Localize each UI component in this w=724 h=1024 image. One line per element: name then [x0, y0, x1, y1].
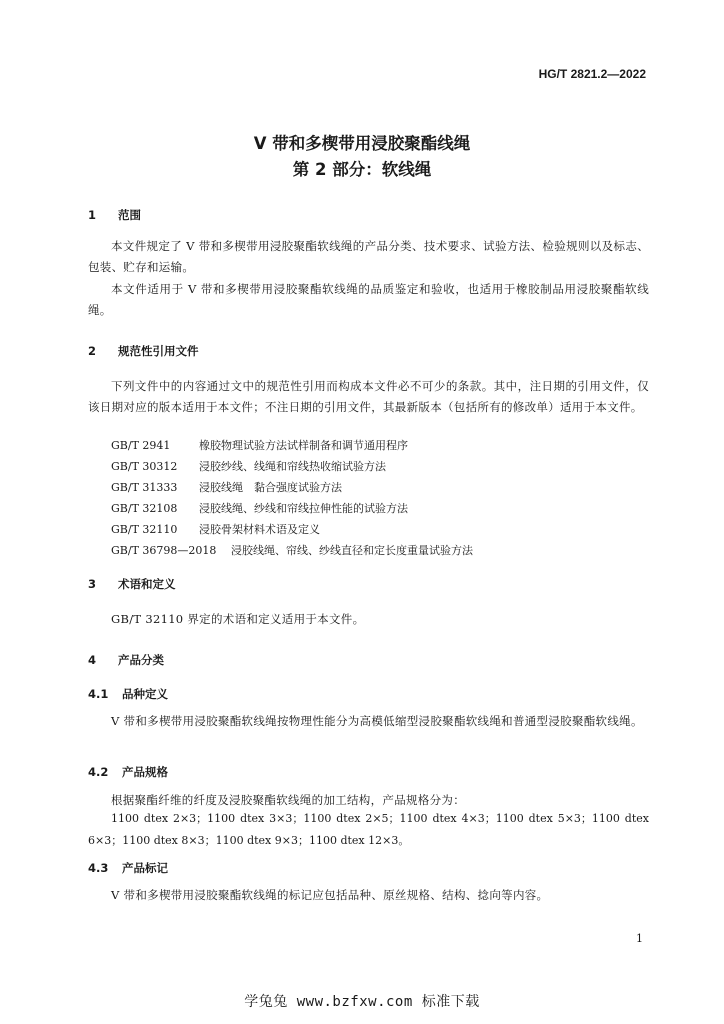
normative-references-intro: 下列文件中的内容通过文中的规范性引用而构成本文件必不可少的条款。其中，注日期的引用文件，仅该日期对应的版本适用于本文件；不注日期的引用文件，其最新版本（包括所有的修改单）适用于本文件。: [88, 379, 649, 414]
scope-paragraph-1: 本文件规定了 V 带和多楔带用浸胶聚酯软线绳的产品分类、技术要求、试验方法、检验规则以及标志、包装、贮存和运输。: [88, 239, 649, 274]
reference-item: [111, 501, 408, 517]
section-3-heading: [88, 576, 176, 592]
section-number: 4.2: [88, 765, 109, 779]
reference-title: 浸胶骨架材料术语及定义: [199, 523, 320, 536]
reference-item: [111, 438, 408, 454]
scope-paragraph-2: 本文件适用于 V 带和多楔带用浸胶聚酯软线绳的品质鉴定和验收，也适用于橡胶制品用浸胶聚酯软线绳。: [88, 282, 649, 317]
reference-title: 浸胶线绳、帘线、纱线直径和定长度重量试验方法: [231, 544, 473, 557]
section-number: 4.3: [88, 861, 109, 875]
subsection-4-2-heading: [88, 764, 168, 780]
section-number: 4: [88, 653, 97, 667]
reference-item: [111, 480, 342, 496]
reference-code: GB/T 32108: [111, 502, 178, 515]
reference-item: [111, 522, 320, 538]
section-title: 产品分类: [118, 653, 164, 667]
reference-code: GB/T 32110: [111, 523, 178, 536]
subsection-4-1-heading: [88, 686, 168, 702]
section-title: 术语和定义: [118, 577, 176, 591]
variety-definition-paragraph: V 带和多楔带用浸胶聚酯软线绳按物理性能分为高模低缩型浸胶聚酯软线绳和普通型浸胶聚酯软线绳。: [111, 714, 643, 728]
reference-title: 浸胶纱线、线绳和帘线热收缩试验方法: [199, 460, 386, 473]
reference-title: 浸胶线绳、纱线和帘线拉伸性能的试验方法: [199, 502, 408, 515]
section-number: 4.1: [88, 687, 109, 701]
section-1-heading: [88, 207, 141, 223]
product-marking-paragraph: V 带和多楔带用浸胶聚酯软线绳的标记应包括品种、原丝规格、结构、捻向等内容。: [111, 888, 549, 902]
reference-title: 浸胶线绳 黏合强度试验方法: [199, 481, 342, 494]
reference-item: [111, 459, 386, 475]
section-title: 产品标记: [122, 861, 168, 875]
reference-code: GB/T 36798—2018: [111, 544, 217, 557]
section-2-heading: [88, 343, 199, 359]
terms-paragraph: GB/T 32110 界定的术语和定义适用于本文件。: [111, 612, 365, 626]
reference-code: GB/T 2941: [111, 439, 171, 452]
reference-code: GB/T 31333: [111, 481, 178, 494]
section-4-heading: [88, 652, 164, 668]
section-number: 3: [88, 577, 97, 591]
subsection-4-3-heading: [88, 860, 168, 876]
standard-code: HG/T 2821.2—2022: [538, 67, 646, 81]
product-spec-paragraph: 根据聚酯纤维的纤度及浸胶聚酯软线绳的加工结构，产品规格分为：: [111, 793, 465, 807]
section-number: 1: [88, 208, 97, 222]
section-title: 产品规格: [122, 765, 168, 779]
reference-item: [111, 543, 473, 559]
footer-watermark: 学兔兔 www.bzfxw.com 标准下载: [244, 994, 480, 1010]
document-title: V 带和多楔带用浸胶聚酯线绳: [253, 134, 471, 153]
section-number: 2: [88, 344, 97, 358]
section-title: 品种定义: [122, 687, 168, 701]
page-number: 1: [636, 932, 643, 945]
reference-code: GB/T 30312: [111, 460, 178, 473]
reference-title: 橡胶物理试验方法试样制备和调节通用程序: [199, 439, 408, 452]
document-subtitle: 第 2 部分：软线绳: [292, 160, 432, 179]
product-spec-list: 1100 dtex 2×3；1100 dtex 3×3；1100 dtex 2×5；1100 dtex 4×3；1100 dtex 5×3；1100 dtex 6×3；1100 dtex 8×3；1100 dtex 9×3；1100 dtex 12×3。: [88, 812, 649, 847]
section-title: 范围: [118, 208, 141, 222]
section-title: 规范性引用文件: [118, 344, 199, 358]
